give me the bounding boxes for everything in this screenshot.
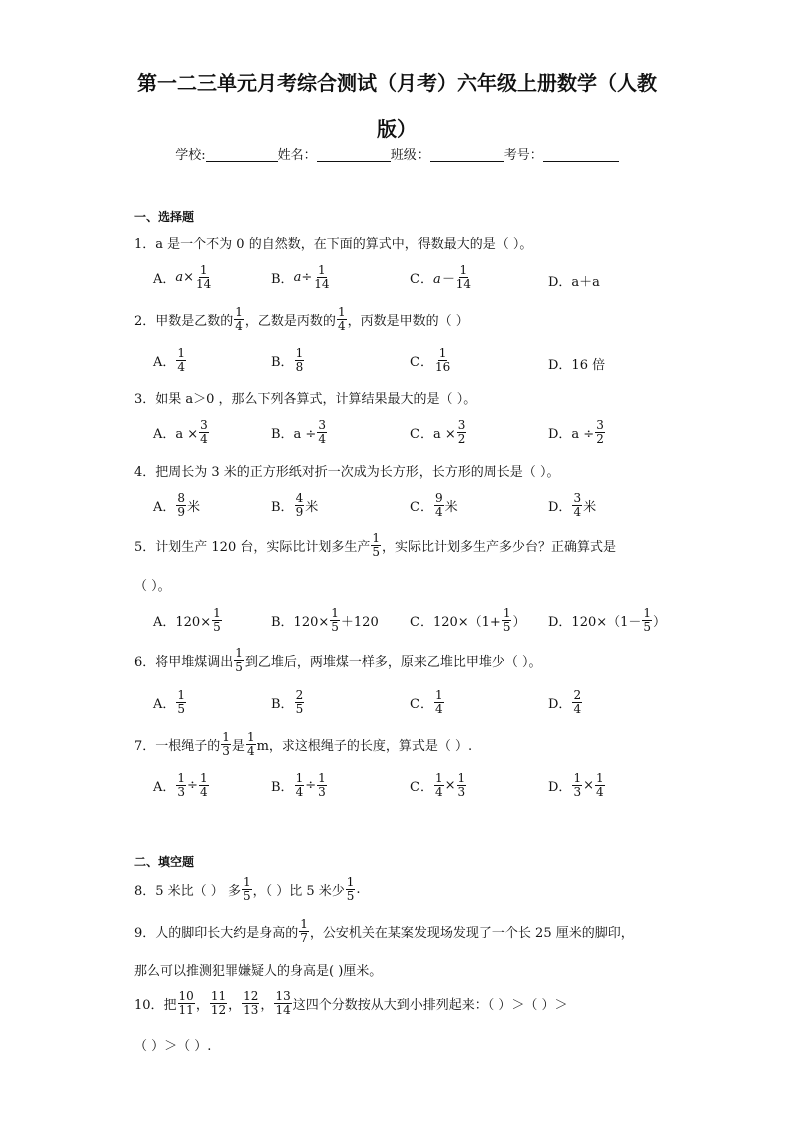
q1-option-d[interactable]: D．a＋a — [548, 275, 600, 290]
number-label: 考号： — [503, 148, 543, 163]
q6-option-c[interactable]: C． $\frac{1}{4}$ — [410, 688, 443, 716]
question-9-stem-line-2: 那么可以推测犯罪嫌疑人的身高是( )厘米。 — [134, 964, 383, 979]
fraction: $\frac{13}{14}$ — [275, 989, 291, 1017]
q3-option-a[interactable]: A．a × $\frac{3}{4}$ — [153, 418, 208, 446]
fraction: $\frac{1}{4}$ — [434, 688, 443, 716]
fraction: $\frac{2}{4}$ — [573, 688, 582, 716]
fraction: $\frac{1}{4}$ — [337, 305, 346, 333]
question-6-stem: 6．将甲堆煤调出 $\frac{1}{5}$ 到乙堆后，两堆煤一样多，原来乙堆比甲堆少（ ）。 — [134, 646, 542, 674]
q7-option-b[interactable]: B． $\frac{1}{4}$ ÷ $\frac{1}{3}$ — [271, 771, 326, 799]
fraction: $\frac{1}{5}$ — [331, 606, 339, 634]
fraction: $\frac{9}{4}$ — [434, 491, 443, 519]
q3-option-d[interactable]: D．a ÷ $\frac{3}{2}$ — [548, 418, 604, 446]
question-1-stem: 1．a 是一个不为 0 的自然数，在下面的算式中，得数最大的是（ ）。 — [134, 237, 533, 252]
number-field[interactable] — [543, 147, 619, 162]
fraction: $\frac{1}{4}$ — [295, 771, 304, 799]
q4-option-d[interactable]: D． $\frac{3}{4}$ 米 — [548, 491, 597, 519]
fraction: $\frac{1}{4}$ — [434, 771, 443, 799]
q7-option-c[interactable]: C． $\frac{1}{4}$ × $\frac{1}{3}$ — [410, 771, 466, 799]
q4-option-c[interactable]: C． $\frac{9}{4}$ 米 — [410, 491, 458, 519]
q7-option-d[interactable]: D． $\frac{1}{3}$ × $\frac{1}{4}$ — [548, 771, 604, 799]
fraction: $\frac{12}{13}$ — [243, 989, 259, 1017]
fraction: $\frac{1}{16}$ — [434, 346, 451, 374]
fraction: $\frac{1}{7}$ — [300, 917, 308, 945]
fraction: $\frac{3}{4}$ — [200, 418, 208, 446]
page-title — [120, 60, 674, 152]
q6-option-b[interactable]: B． $\frac{2}{5}$ — [271, 688, 304, 716]
fraction: $\frac{1}{8}$ — [295, 346, 304, 374]
fraction: $\frac{1}{4}$ — [177, 346, 186, 374]
fraction: $\frac{1}{5}$ — [177, 688, 186, 716]
question-8-stem: 8．5 米比（ ） 多 $\frac{1}{5}$ ，（ ）比 5 米少 $\frac{1}{5}$ . — [134, 875, 361, 903]
school-field[interactable] — [206, 147, 278, 162]
section-fill-heading: 二、填空题 — [134, 855, 195, 869]
fraction: $\frac{1}{5}$ — [502, 606, 511, 634]
q3-option-c[interactable]: C．a × $\frac{3}{2}$ — [410, 418, 466, 446]
fraction: $\frac{1}{14}$ — [455, 263, 471, 291]
fraction: $\frac{3}{4}$ — [318, 418, 326, 446]
q6-option-d[interactable]: D． $\frac{2}{4}$ — [548, 688, 582, 716]
name-label: 姓名： — [277, 148, 317, 163]
fraction: $\frac{3}{4}$ — [573, 491, 582, 519]
question-4-stem: 4．把周长为 3 米的正方形纸对折一次成为长方形，长方形的周长是（ ）。 — [134, 465, 560, 480]
fraction: $\frac{1}{3}$ — [457, 771, 466, 799]
question-5-stem: 5．计划生产 120 台，实际比计划多生产 $\frac{1}{5}$ ，实际比计划多生产多少台？正确算式是 — [134, 531, 617, 559]
question-3-stem: 3．如果 a＞0 ，那么下列各算式，计算结果最大的是（ ）。 — [134, 392, 477, 407]
fraction: $\frac{1}{4}$ — [235, 305, 243, 333]
question-2-stem: 2．甲数是乙数的 $\frac{1}{4}$ ，乙数是丙数的 $\frac{1}{4}$ ，丙数是甲数的（ ） — [134, 305, 469, 333]
q1-option-a[interactable]: A． a× $\frac{1}{14}$ — [153, 263, 212, 291]
fraction: $\frac{1}{5}$ — [213, 606, 221, 634]
fraction: $\frac{1}{5}$ — [235, 646, 243, 674]
fraction: $\frac{10}{11}$ — [178, 989, 194, 1017]
class-field[interactable] — [430, 147, 504, 162]
fraction: $\frac{3}{2}$ — [457, 418, 466, 446]
question-5-stem-line-2: （ ）。 — [134, 579, 171, 594]
fraction: $\frac{1}{5}$ — [242, 875, 251, 903]
q3-option-b[interactable]: B．a ÷ $\frac{3}{4}$ — [271, 418, 326, 446]
q2-option-b[interactable]: B． $\frac{1}{8}$ — [271, 346, 304, 374]
fraction: $\frac{11}{12}$ — [210, 989, 227, 1017]
title-line-1: 第一二三单元月考综合测试（月考）六年级上册数学（人教 — [137, 71, 657, 95]
student-info-line — [0, 144, 794, 163]
q2-option-d[interactable]: D．16 倍 — [548, 358, 606, 373]
fraction: $\frac{1}{4}$ — [199, 771, 208, 799]
q5-option-b[interactable]: B．120× $\frac{1}{5}$ ＋120 — [271, 606, 379, 634]
question-7-stem: 7．一根绳子的 $\frac{1}{3}$ 是 $\frac{1}{4}$ m，求这根绳子的长度，算式是（ ）. — [134, 730, 473, 758]
fraction: $\frac{1}{3}$ — [318, 771, 326, 799]
q4-option-b[interactable]: B． $\frac{4}{9}$ 米 — [271, 491, 319, 519]
section-choice-heading: 一、选择题 — [134, 210, 195, 224]
q5-option-a[interactable]: A．120× $\frac{1}{5}$ — [153, 606, 221, 634]
question-10-stem: 10．把 $\frac{10}{11}$ ， $\frac{11}{12}$ ， $\frac{12}{13}$ ， $\frac{13}{14}$ 这四个分数按从大到小排列起来：（ ）＞（ ）＞ — [134, 989, 568, 1017]
class-label: 班级： — [390, 148, 430, 163]
fraction: $\frac{2}{5}$ — [295, 688, 304, 716]
fraction: $\frac{1}{5}$ — [643, 606, 652, 634]
title-line-2: 版） — [377, 117, 417, 141]
fraction: $\frac{1}{14}$ — [314, 263, 330, 291]
q2-option-a[interactable]: A． $\frac{1}{4}$ — [153, 346, 186, 374]
fraction: $\frac{1}{5}$ — [372, 531, 380, 559]
fraction: $\frac{1}{4}$ — [595, 771, 604, 799]
q5-option-c[interactable]: C．120×（1+ $\frac{1}{5}$ ） — [410, 606, 526, 634]
fraction: $\frac{1}{3}$ — [177, 771, 186, 799]
fraction: $\frac{1}{3}$ — [573, 771, 582, 799]
fraction: $\frac{1}{5}$ — [346, 875, 355, 903]
name-field[interactable] — [317, 147, 391, 162]
q6-option-a[interactable]: A． $\frac{1}{5}$ — [153, 688, 186, 716]
fraction: $\frac{8}{9}$ — [177, 491, 186, 519]
fraction: $\frac{1}{4}$ — [246, 730, 255, 758]
school-label: 学校: — [175, 148, 206, 163]
q1-option-b[interactable]: B． a÷ $\frac{1}{14}$ — [271, 263, 330, 291]
fraction: $\frac{3}{2}$ — [596, 418, 604, 446]
fraction: $\frac{1}{3}$ — [222, 730, 230, 758]
q4-option-a[interactable]: A． $\frac{8}{9}$ 米 — [153, 491, 201, 519]
q5-option-d[interactable]: D．120×（1－ $\frac{1}{5}$ ） — [548, 606, 667, 634]
fraction: $\frac{4}{9}$ — [295, 491, 304, 519]
question-10-stem-line-2: （ ）＞（ ）. — [134, 1039, 212, 1054]
question-9-stem: 9．人的脚印长大约是身高的 $\frac{1}{7}$ ，公安机关在某案发现场发现了一个长 25 厘米的脚印， — [134, 917, 634, 945]
fraction: $\frac{1}{14}$ — [196, 263, 212, 291]
q2-option-c[interactable]: C． $\frac{1}{16}$ — [410, 346, 451, 374]
q7-option-a[interactable]: A． $\frac{1}{3}$ ÷ $\frac{1}{4}$ — [153, 771, 208, 799]
q1-option-c[interactable]: C． a－ $\frac{1}{14}$ — [410, 263, 471, 291]
